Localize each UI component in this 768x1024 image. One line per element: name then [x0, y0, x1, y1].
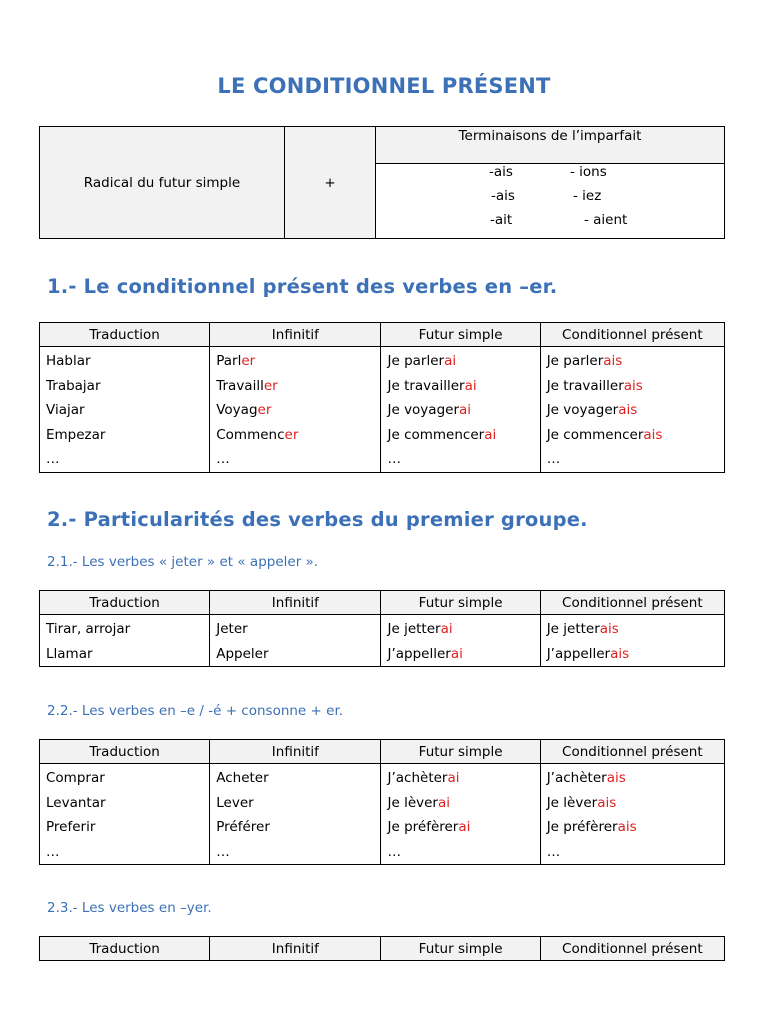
infinitif-cell — [210, 642, 381, 667]
verb-stem: Je préfèrer — [546, 819, 618, 836]
verb-stem: Trabajar — [46, 377, 101, 394]
table-row — [40, 815, 725, 840]
col-header-conditionnel: Conditionnel présent — [540, 937, 724, 961]
futur-cell — [381, 642, 540, 667]
futur-cell — [381, 840, 540, 865]
verb-ending: er — [284, 426, 299, 443]
verb-stem: Je travailler — [546, 377, 624, 394]
verb-stem: Je voyager — [387, 402, 459, 419]
traduction-cell — [40, 374, 210, 399]
infinitif-cell — [210, 615, 381, 642]
verb-stem: Comprar — [46, 770, 105, 787]
ending-singular: -ait — [490, 212, 513, 228]
verb-ending: ais — [618, 402, 638, 419]
verb-stem: Je lèver — [546, 794, 598, 811]
col-header-traduction: Traduction — [40, 591, 210, 615]
table-row — [40, 791, 725, 816]
verb-stem: … — [546, 451, 561, 468]
radical-cell: Radical du futur simple — [40, 127, 285, 238]
verb-stem: Commenc — [216, 426, 285, 443]
col-header-infinitif: Infinitif — [210, 323, 381, 347]
col-header-traduction: Traduction — [40, 740, 210, 764]
traduction-cell — [40, 447, 210, 472]
verb-stem: … — [387, 451, 401, 468]
verb-ending: ai — [459, 402, 472, 419]
table-row — [40, 374, 725, 399]
verb-ending: ai — [440, 621, 453, 638]
verb-stem: Parl — [216, 353, 242, 370]
col-header-conditionnel: Conditionnel présent — [540, 591, 724, 615]
table-row — [40, 840, 725, 865]
table-row — [40, 398, 725, 423]
verb-ending: ais — [606, 770, 626, 787]
verb-stem: J’achèter — [387, 770, 448, 787]
conditionnel-cell — [540, 764, 724, 791]
traduction-cell — [40, 815, 210, 840]
ending-plural: - ions — [570, 164, 607, 180]
traduction-cell — [40, 615, 210, 642]
subsection-heading-2-1: 2.1.- Les verbes « jeter » et « appeler ». — [47, 554, 319, 570]
traduction-cell — [40, 840, 210, 865]
table-row — [40, 347, 725, 374]
verb-stem: … — [46, 843, 60, 860]
table-row — [40, 642, 725, 667]
verb-stem: Hablar — [46, 353, 91, 370]
verb-stem: Llamar — [46, 645, 93, 662]
infinitif-cell — [210, 791, 381, 816]
conditionnel-cell — [540, 447, 724, 472]
verb-stem: Je commencer — [546, 426, 644, 443]
conditionnel-cell — [540, 791, 724, 816]
ending-singular: -ais — [489, 164, 513, 180]
subsection-heading-2-2: 2.2.- Les verbes en –e / -é + consonne + er. — [47, 703, 344, 719]
section-heading-2: 2.- Particularités des verbes du premier groupe. — [47, 508, 588, 531]
traduction-cell — [40, 423, 210, 448]
verb-stem: Je parler — [387, 353, 445, 370]
verb-stem: … — [216, 451, 230, 468]
verb-ending: ai — [437, 794, 450, 811]
futur-cell — [381, 347, 540, 374]
col-header-traduction: Traduction — [40, 323, 210, 347]
verb-ending: er — [257, 402, 272, 419]
futur-cell — [381, 423, 540, 448]
col-header-futur: Futur simple — [381, 591, 540, 615]
verb-stem: Preferir — [46, 819, 96, 836]
verb-ending: ai — [458, 819, 471, 836]
verb-stem: J’appeller — [387, 645, 451, 662]
conditionnel-cell — [540, 815, 724, 840]
verb-stem: Je voyager — [546, 402, 619, 419]
verb-stem: Viajar — [46, 402, 85, 419]
verb-ending: ai — [444, 353, 457, 370]
traduction-cell — [40, 642, 210, 667]
col-header-infinitif: Infinitif — [210, 740, 381, 764]
verb-ending: ai — [464, 377, 477, 394]
conditionnel-cell — [540, 374, 724, 399]
verb-stem: … — [216, 843, 230, 860]
table-row — [40, 447, 725, 472]
infinitif-cell — [210, 447, 381, 472]
verb-table-er — [39, 322, 725, 473]
verb-stem: Lever — [216, 794, 254, 811]
subsection-heading-2-3: 2.3.- Les verbes en –yer. — [47, 900, 212, 916]
plus-cell: + — [285, 127, 376, 238]
conditionnel-cell — [540, 398, 724, 423]
col-header-futur: Futur simple — [381, 323, 540, 347]
section-heading-1: 1.- Le conditionnel présent des verbes en –er. — [47, 275, 558, 298]
verb-ending: ai — [447, 770, 460, 787]
infinitif-cell — [210, 423, 381, 448]
futur-cell — [381, 815, 540, 840]
traduction-cell — [40, 764, 210, 791]
conditionnel-cell — [540, 615, 724, 642]
verb-stem: Appeler — [216, 645, 269, 662]
ending-row — [376, 164, 724, 188]
verb-ending: ai — [484, 426, 497, 443]
col-header-futur: Futur simple — [381, 740, 540, 764]
table-row — [40, 764, 725, 791]
col-header-conditionnel: Conditionnel présent — [540, 323, 724, 347]
col-header-futur: Futur simple — [381, 937, 540, 961]
table-row — [40, 615, 725, 642]
verb-stem: … — [387, 843, 401, 860]
futur-cell — [381, 791, 540, 816]
verb-stem: Je commencer — [387, 426, 485, 443]
infinitif-cell — [210, 374, 381, 399]
verb-stem: Je préfèrer — [387, 819, 459, 836]
col-header-infinitif: Infinitif — [210, 591, 381, 615]
verb-stem: … — [546, 843, 561, 860]
page-title: LE CONDITIONNEL PRÉSENT — [217, 74, 551, 98]
infinitif-cell — [210, 840, 381, 865]
verb-ending: er — [263, 377, 278, 394]
verb-stem: Je parler — [546, 353, 604, 370]
ending-plural: - aient — [584, 212, 628, 228]
conditionnel-cell — [540, 347, 724, 374]
traduction-cell — [40, 398, 210, 423]
traduction-cell — [40, 347, 210, 374]
table-row — [40, 423, 725, 448]
infinitif-cell — [210, 815, 381, 840]
verb-stem: Levantar — [46, 794, 106, 811]
verb-ending: ais — [643, 426, 663, 443]
verb-stem: Empezar — [46, 426, 106, 443]
traduction-cell — [40, 791, 210, 816]
verb-stem: Jeter — [216, 621, 248, 638]
futur-cell — [381, 615, 540, 642]
verb-ending: ais — [597, 794, 617, 811]
infinitif-cell — [210, 764, 381, 791]
verb-stem: … — [46, 451, 60, 468]
infinitif-cell — [210, 347, 381, 374]
futur-cell — [381, 374, 540, 399]
verb-table-e-consonne — [39, 739, 725, 865]
col-header-conditionnel: Conditionnel présent — [540, 740, 724, 764]
verb-ending: ais — [599, 621, 619, 638]
verb-ending: ais — [603, 353, 623, 370]
verb-ending: ais — [610, 645, 630, 662]
endings-cell — [376, 164, 724, 238]
futur-cell — [381, 447, 540, 472]
ending-row — [376, 188, 724, 212]
formula-table — [39, 126, 725, 239]
conditionnel-cell — [540, 642, 724, 667]
verb-stem: Je travailler — [387, 377, 465, 394]
col-header-traduction: Traduction — [40, 937, 210, 961]
ending-singular: -ais — [491, 188, 515, 204]
col-header-infinitif: Infinitif — [210, 937, 381, 961]
ending-plural: - iez — [573, 188, 602, 204]
verb-stem: Je jetter — [546, 621, 600, 638]
futur-cell — [381, 764, 540, 791]
endings-title-cell: Terminaisons de l’imparfait — [376, 127, 724, 164]
verb-table-yer — [39, 936, 725, 961]
conditionnel-cell — [540, 840, 724, 865]
verb-ending: ai — [450, 645, 463, 662]
verb-stem: Voyag — [216, 402, 258, 419]
verb-ending: er — [241, 353, 256, 370]
verb-stem: J’achèter — [546, 770, 607, 787]
verb-stem: Je jetter — [387, 621, 441, 638]
verb-stem: Je lèver — [387, 794, 438, 811]
verb-ending: ais — [623, 377, 643, 394]
verb-stem: J’appeller — [546, 645, 611, 662]
verb-table-jeter-appeler — [39, 590, 725, 667]
conditionnel-cell — [540, 423, 724, 448]
verb-stem: Travaill — [216, 377, 264, 394]
verb-ending: ais — [617, 819, 637, 836]
verb-stem: Acheter — [216, 770, 269, 787]
ending-row — [376, 212, 724, 236]
infinitif-cell — [210, 398, 381, 423]
verb-stem: Préférer — [216, 819, 270, 836]
futur-cell — [381, 398, 540, 423]
verb-stem: Tirar, arrojar — [46, 621, 131, 638]
